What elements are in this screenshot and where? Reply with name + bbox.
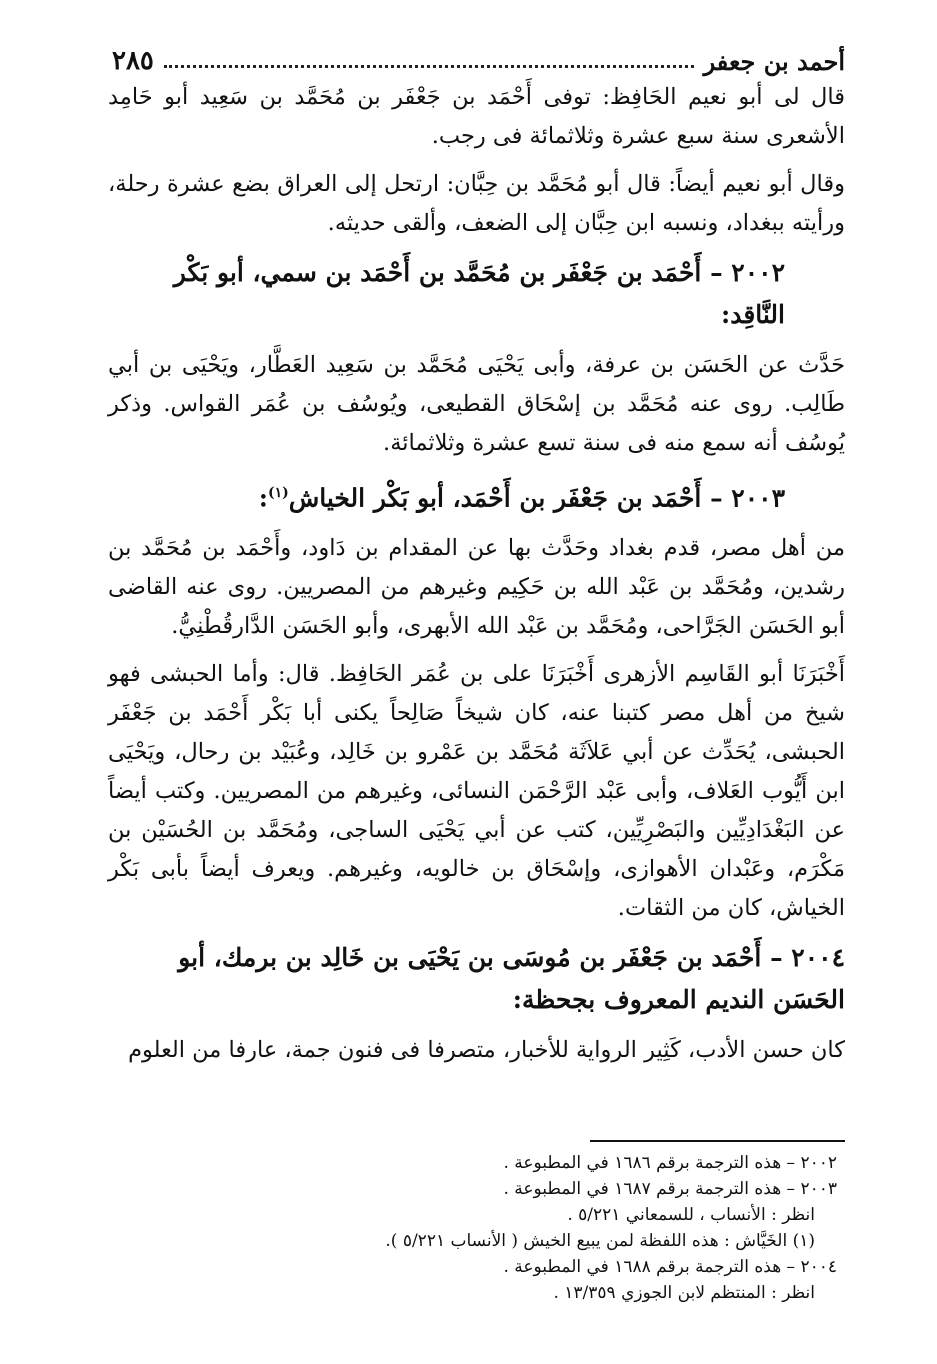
footnote-2003: ٢٠٠٣ – هذه الترجمة برقم ١٦٨٧ في المطبوعة . (503, 1179, 837, 1199)
entry-heading-2004: ٢٠٠٤ – أَحْمَد بن جَعْفَر بن مُوسَى بن يَحْيَى بن خَالِد بن برمك، أبو الحَسَن النديم المعروف بجحظة: (178, 943, 845, 1015)
paragraph-1: قال لى أبو نعيم الحَافِظ: توفى أَحْمَد بن جَعْفَر بن مُحَمَّد بن سَعِيد أبو حَامِد الأشعرى سنة سبع عشرة وثلاثمائة فى رجب. (108, 84, 845, 149)
footnote-2003-ref: انظر : الأنساب ، للسمعاني ٥/٢٢١ . (567, 1205, 815, 1225)
entry-heading-2002: ٢٠٠٢ – أَحْمَد بن جَعْفَر بن مُحَمَّد بن أَحْمَد بن سمي، أبو بَكْر النَّاقِد: (173, 258, 785, 329)
footnote-separator (590, 1140, 845, 1142)
header-dotted-leader (164, 65, 694, 68)
paragraph-2: وقال أبو نعيم أيضاً: قال أبو مُحَمَّد بن حِبَّان: ارتحل إلى العراق بضع عشرة رحلة، ورأيته ببغداد، ونسبه ابن حِبَّان إلى الضعف، وألقى حديثه. (108, 171, 845, 236)
footnote-1: (١) الخَيَّاش : هذه اللفظة لمن يبيع الخيش ( الأنساب ٥/٢٢١ ). (385, 1231, 815, 1251)
main-text (108, 78, 845, 1079)
entry-heading-2003-colon: : (258, 483, 268, 513)
paragraph-6: كان حسن الأدب، كَثِير الرواية للأخبار، متصرفا فى فنون جمة، عارفا من العلوم (128, 1037, 845, 1064)
footnote-2004: ٢٠٠٤ – هذه الترجمة برقم ١٦٨٨ في المطبوعة . (503, 1257, 837, 1277)
footnote-2004-ref: انظر : المنتظم لابن الجوزي ١٣/٣٥٩ . (553, 1283, 815, 1303)
running-title: أحمد بن جعفر (703, 47, 845, 76)
entry-heading-2003 (108, 472, 845, 519)
footnote-2002: ٢٠٠٢ – هذه الترجمة برقم ١٦٨٦ في المطبوعة . (503, 1153, 837, 1173)
page-number: ٢٨٥ (112, 46, 154, 76)
footnotes (300, 1150, 837, 1306)
paragraph-4: من أهل مصر، قدم بغداد وحَدَّث بها عن المقدام بن دَاود، وأَحْمَد بن مُحَمَّد بن رشدين، ومُحَمَّد بن عَبْد الله بن حَكِيم وغيرهم من المصريين. روى عنه القاضى أبو الحَسَن الجَرَّاحى، ومُحَمَّد بن عَبْد الله الأبهرى، وأبو الحَسَن الدَّارقُطْنِيُّ. (108, 535, 845, 640)
page-header (112, 36, 845, 76)
entry-heading-2003-text: ٢٠٠٣ – أَحْمَد بن جَعْفَر بن أَحْمَد، أبو بَكْر الخياش (288, 483, 785, 513)
footnote-marker: (١) (267, 485, 289, 501)
paragraph-3: حَدَّث عن الحَسَن بن عرفة، وأبى يَحْيَى مُحَمَّد بن سَعِيد العَطَّار، ويَحْيَى بن أبي طَالِب. روى عنه مُحَمَّد بن إسْحَاق القطيعى، ويُوسُف بن عُمَر القواس. وذكر يُوسُف أنه سمع منه فى سنة تسع عشرة وثلاثمائة. (108, 352, 845, 456)
paragraph-5: أَخْبَرَنَا أبو القَاسِم الأزهرى أَخْبَرَنَا على بن عُمَر الحَافِظ. قال: وأما الحبشى فهو شيخ من أهل مصر كتبنا عنه، كان شيخاً صَالِحاً يكنى أبا بَكْر أَحْمَد بن جَعْفَر الحبشى، يُحَدِّث عن أبي عَلاَثَة مُحَمَّد بن عَمْرو بن خَالِد، وعُبَيْد بن رحال، ويَحْيَى ابن أَيُّوب العَلاف، وأبى عَبْد الرَّحْمَن النسائى، وغيرهم من المصريين. وكتب أيضاً عن البَغْدَادِيِّين والبَصْرِيِّين، كتب عن أبي يَحْيَى الساجى، ومُحَمَّد بن الحُسَيْن بن مَكْرَم، وعَبْدان الأهوازى، وإسْحَاق بن خالويه، وغيرهم. ويعرف أيضاً بأبى بَكْر الخياش، كان من الثقات. (108, 661, 845, 922)
